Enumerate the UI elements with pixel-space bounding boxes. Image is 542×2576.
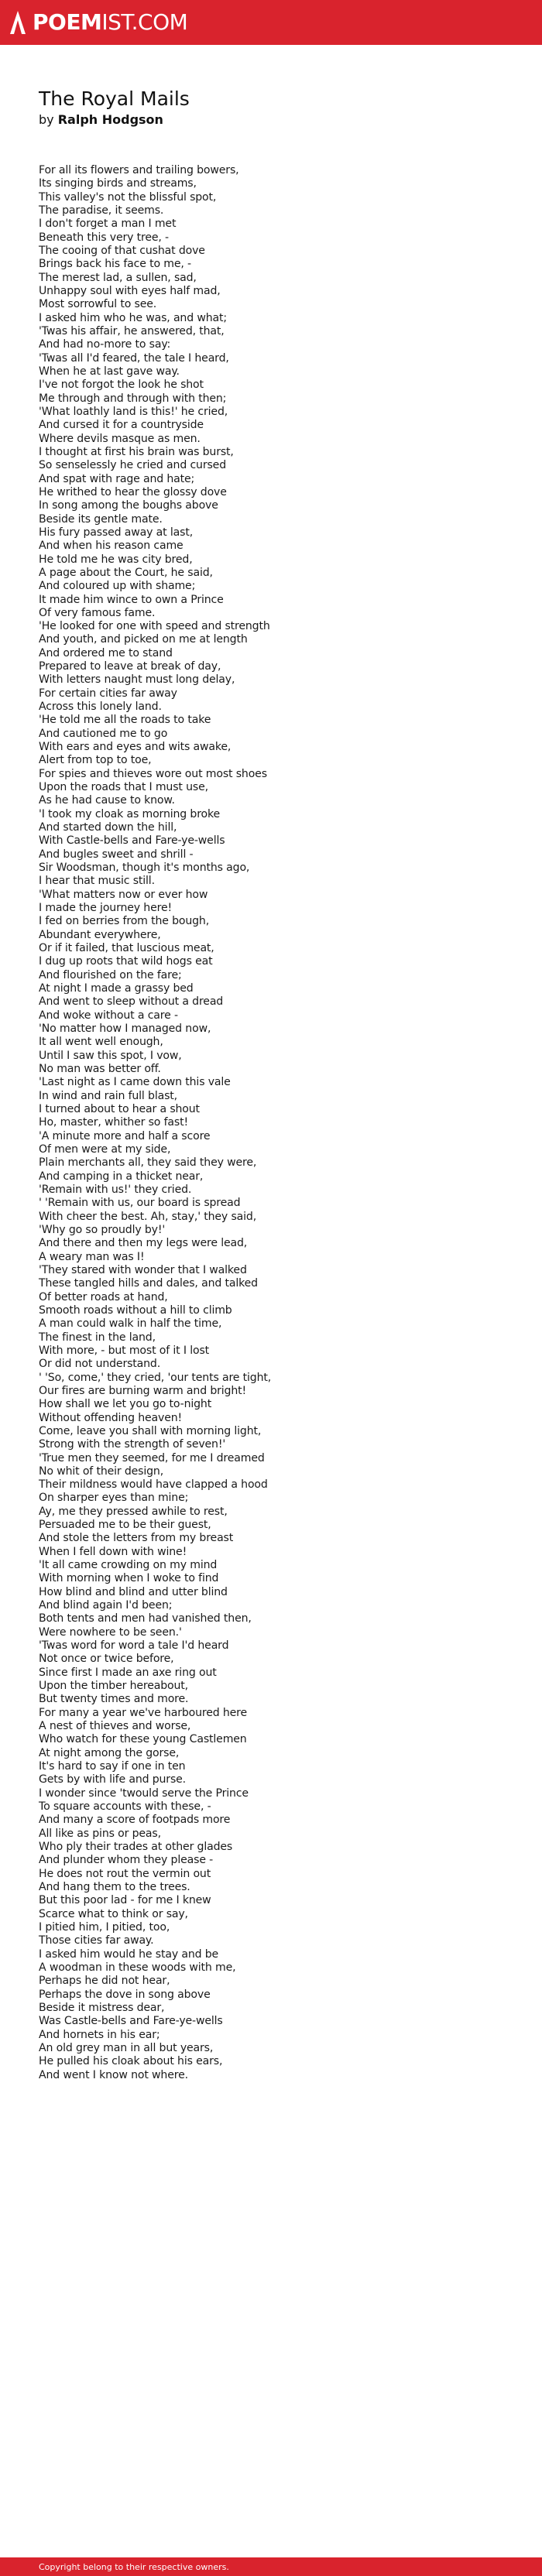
poem-line: No whit of their design, bbox=[39, 1464, 164, 1478]
poem-line: The merest lad, a sullen, sad, bbox=[39, 271, 197, 284]
site-header bbox=[0, 0, 542, 45]
poem-line: And ordered me to stand bbox=[39, 646, 173, 659]
author-name: Ralph Hodgson bbox=[57, 112, 163, 127]
poem-line: But this poor lad - for me I knew bbox=[39, 1894, 211, 1907]
poem-line: These tangled hills and dales, and talked bbox=[39, 1277, 258, 1290]
poem-line: A woodman in these woods with me, bbox=[39, 1961, 236, 1974]
poem-line: Beside its gentle mate. bbox=[39, 512, 163, 526]
poem-line: A page about the Court, he said, bbox=[39, 566, 213, 579]
poem-line: A man could walk in half the time, bbox=[39, 1317, 222, 1331]
poem-line: And many a score of footpads more bbox=[39, 1814, 231, 1827]
poem-line: I hear that music still. bbox=[39, 875, 155, 888]
poem-line: He pulled his cloak about his ears, bbox=[39, 2055, 223, 2068]
poem-line: As he had cause to know. bbox=[39, 794, 175, 807]
poem-line: For certain cities far away bbox=[39, 687, 177, 700]
poem-line: Of very famous fame. bbox=[39, 606, 156, 619]
poem-line: 'Twas his affair, he answered, that, bbox=[39, 324, 225, 337]
poem-line: Smooth roads without a hill to climb bbox=[39, 1303, 232, 1317]
poem-line: I thought at first his brain was burst, bbox=[39, 445, 234, 458]
poem-line: To square accounts with these, - bbox=[39, 1800, 211, 1814]
poem-line: And cursed it for a countryside bbox=[39, 419, 204, 432]
poem-line: Where devils masque as men. bbox=[39, 432, 201, 445]
poem-line: At night I made a grassy bed bbox=[39, 982, 194, 995]
poem-line: Not once or twice before, bbox=[39, 1653, 174, 1666]
poem-line: Abundant everywhere, bbox=[39, 928, 161, 941]
poem-line: 'Last night as I came down this vale bbox=[39, 1076, 231, 1089]
logo-bold-text: POEM bbox=[33, 9, 102, 35]
poem-line: He writhed to hear the glossy dove bbox=[39, 485, 227, 498]
poem-line: A nest of thieves and worse, bbox=[39, 1720, 191, 1733]
poem-line: An old grey man in all but years, bbox=[39, 2041, 214, 2054]
poem-line: Or if it failed, that luscious meat, bbox=[39, 942, 214, 955]
poem-line: How shall we let you go to-night bbox=[39, 1398, 212, 1411]
poem-line: For spies and thieves wore out most shoes bbox=[39, 767, 267, 780]
poem-line: Who watch for these young Castlemen bbox=[39, 1733, 247, 1746]
poem-line: And woke without a care - bbox=[39, 1009, 178, 1022]
logo-rest-text: IST.COM bbox=[101, 9, 188, 35]
poem-line: It all went well enough, bbox=[39, 1036, 163, 1049]
poem-body bbox=[39, 164, 503, 2082]
poem-line: And bugles sweet and shrill - bbox=[39, 848, 194, 861]
poem-line: I turned about to hear a shout bbox=[39, 1102, 200, 1115]
poem-line: This valley's not the blissful spot, bbox=[39, 190, 217, 204]
poem-line: Scarce what to think or say, bbox=[39, 1907, 188, 1920]
poem-line: Were nowhere to be seen.' bbox=[39, 1625, 182, 1639]
poem-line: Ay, me they pressed awhile to rest, bbox=[39, 1505, 228, 1518]
poem-line: Beside it mistress dear, bbox=[39, 2001, 165, 2014]
poem-line: With letters naught must long delay, bbox=[39, 673, 235, 687]
poem-line: And when his reason came bbox=[39, 540, 184, 553]
poem-line: No man was better off. bbox=[39, 1062, 161, 1075]
poem-line: And cautioned me to go bbox=[39, 727, 168, 740]
poem-byline bbox=[39, 111, 503, 128]
poem-line: Alert from top to toe, bbox=[39, 754, 152, 767]
poem-line: Of better roads at hand, bbox=[39, 1290, 168, 1303]
site-logo-link[interactable] bbox=[9, 0, 187, 45]
poem-line: And coloured up with shame; bbox=[39, 580, 196, 593]
poem-line: 'Why go so proudly by!' bbox=[39, 1223, 166, 1236]
poem-line: Upon the roads that I must use, bbox=[39, 781, 208, 794]
poem-line: And hornets in his ear; bbox=[39, 2028, 160, 2041]
poem-line: I asked him would he stay and be bbox=[39, 1947, 219, 1961]
poem-line: Come, leave you shall with morning light, bbox=[39, 1424, 262, 1437]
poem-line: When I fell down with wine! bbox=[39, 1545, 187, 1558]
poem-line: But twenty times and more. bbox=[39, 1693, 189, 1706]
poem-line: 'Remain with us!' they cried. bbox=[39, 1183, 192, 1196]
poem-line: A weary man was I! bbox=[39, 1250, 145, 1263]
poem-line: Strong with the strength of seven!' bbox=[39, 1438, 226, 1451]
poem-line: And hang them to the trees. bbox=[39, 1881, 190, 1893]
poem-line: 'What loathly land is this!' he cried, bbox=[39, 405, 228, 418]
poem-line: 'A minute more and half a score bbox=[39, 1129, 211, 1142]
poem-line: Their mildness would have clapped a hood bbox=[39, 1478, 268, 1492]
poem-line: Upon the timber hereabout, bbox=[39, 1680, 188, 1693]
poem-line: His fury passed away at last, bbox=[39, 526, 194, 539]
poem-line: Those cities far away. bbox=[39, 1934, 154, 1947]
poem-line: With morning when I woke to find bbox=[39, 1572, 219, 1585]
poem-line: He told me he was city bred, bbox=[39, 553, 193, 566]
poem-line: Both tents and men had vanished then, bbox=[39, 1612, 252, 1625]
copyright-text: Copyright belong to their respective owners. bbox=[39, 2561, 229, 2572]
poem-line: And went I know not where. bbox=[39, 2068, 188, 2081]
poem-line: ' 'Remain with us, our board is spread bbox=[39, 1197, 241, 1210]
poem-line: 'It all came crowding on my mind bbox=[39, 1559, 218, 1572]
poem-line: I pitied him, I pitied, too, bbox=[39, 1920, 170, 1934]
site-footer bbox=[0, 2557, 542, 2576]
poem-line: With Castle-bells and Fare-ye-wells bbox=[39, 834, 225, 848]
poem-line: At night among the gorse, bbox=[39, 1746, 180, 1759]
poem-line: And spat with rage and hate; bbox=[39, 472, 195, 485]
poem-content bbox=[39, 87, 503, 2082]
poem-line: And youth, and picked on me at length bbox=[39, 633, 248, 646]
poem-line: 'Twas word for word a tale I'd heard bbox=[39, 1639, 229, 1653]
poem-line: Across this lonely land. bbox=[39, 701, 162, 714]
poem-line: Most sorrowful to see. bbox=[39, 298, 157, 311]
poem-line: 'True men they seemed, for me I dreamed bbox=[39, 1451, 265, 1464]
poem-line: 'I took my cloak as morning broke bbox=[39, 807, 221, 820]
poem-line: And blind again I'd been; bbox=[39, 1599, 173, 1612]
poem-line: With more, - but most of it I lost bbox=[39, 1344, 210, 1357]
poem-line: Was Castle-bells and Fare-ye-wells bbox=[39, 2015, 223, 2028]
poem-line: It made him wince to own a Prince bbox=[39, 593, 224, 606]
poem-line: I wonder since 'twould serve the Prince bbox=[39, 1786, 249, 1800]
poem-line: Persuaded me to be their guest, bbox=[39, 1519, 211, 1532]
poem-line: 'He looked for one with speed and strength bbox=[39, 620, 270, 633]
poem-line: Its singing birds and streams, bbox=[39, 177, 197, 190]
poem-line: Since first I made an axe ring out bbox=[39, 1666, 217, 1679]
poem-line: Without offending heaven! bbox=[39, 1411, 183, 1424]
poem-line: 'No matter how I managed now, bbox=[39, 1023, 211, 1035]
poem-line: Perhaps the dove in song above bbox=[39, 1988, 211, 2001]
poem-line: Sir Woodsman, though it's months ago, bbox=[39, 862, 250, 875]
poem-title: The Royal Mails bbox=[39, 87, 190, 110]
poem-line: Our fires are burning warm and bright! bbox=[39, 1384, 246, 1397]
poem-line: He does not rout the vermin out bbox=[39, 1867, 211, 1880]
poem-line: 'What matters now or ever how bbox=[39, 888, 208, 901]
poem-line: And had no-more to say: bbox=[39, 338, 171, 351]
poem-line: With ears and eyes and wits awake, bbox=[39, 741, 232, 754]
poem-line: I don't forget a man I met bbox=[39, 218, 177, 231]
poem-line: For all its flowers and trailing bowers, bbox=[39, 164, 239, 176]
poem-line: Or did not understand. bbox=[39, 1358, 161, 1371]
site-logo-text bbox=[33, 0, 187, 45]
poem-line: Of men were at my side, bbox=[39, 1142, 171, 1156]
poem-line: With cheer the best. Ah, stay,' they said, bbox=[39, 1210, 257, 1223]
poem-line: Brings back his face to me, - bbox=[39, 258, 191, 271]
poem-line: Unhappy soul with eyes half mad, bbox=[39, 284, 221, 297]
poem-line: Prepared to leave at break of day, bbox=[39, 660, 221, 673]
poem-line: Plain merchants all, they said they were, bbox=[39, 1156, 257, 1170]
poem-line: Until I saw this spot, I vow, bbox=[39, 1049, 182, 1062]
poem-line: 'They stared with wonder that I walked bbox=[39, 1263, 247, 1276]
poem-line: And stole the letters from my breast bbox=[39, 1532, 234, 1545]
poem-line: Gets by with life and purse. bbox=[39, 1773, 186, 1786]
poem-line: I fed on berries from the bough, bbox=[39, 915, 210, 928]
poem-line: How blind and blind and utter blind bbox=[39, 1585, 228, 1598]
poem-line: It's hard to say if one in ten bbox=[39, 1760, 186, 1773]
byline-prefix: by bbox=[39, 112, 54, 127]
poem-line: And went to sleep without a dread bbox=[39, 995, 224, 1009]
poem-line: 'Twas all I'd feared, the tale I heard, bbox=[39, 351, 229, 365]
poem-line: On sharper eyes than mine; bbox=[39, 1492, 189, 1505]
poem-line: In wind and rain full blast, bbox=[39, 1089, 177, 1102]
poem-line: The finest in the land, bbox=[39, 1331, 156, 1344]
poem-line: Ho, master, whither so fast! bbox=[39, 1116, 188, 1129]
poem-line: So senselessly he cried and cursed bbox=[39, 459, 226, 472]
poem-line: In song among the boughs above bbox=[39, 499, 218, 512]
poem-line: Perhaps he did not hear, bbox=[39, 1975, 170, 1988]
poem-line: Beneath this very tree, - bbox=[39, 231, 169, 244]
poem-line: I've not forgot the look he shot bbox=[39, 379, 204, 392]
poem-line: And plunder whom they please - bbox=[39, 1854, 214, 1867]
poem-line: And flourished on the fare; bbox=[39, 968, 182, 981]
poem-line: The cooing of that cushat dove bbox=[39, 244, 205, 257]
poem-line: The paradise, it seems. bbox=[39, 204, 164, 217]
poem-line: Me through and through with then; bbox=[39, 392, 227, 405]
poem-line: Who ply their trades at other glades bbox=[39, 1841, 233, 1854]
poem-line: I asked him who he was, and what; bbox=[39, 311, 227, 324]
poem-line: I made the journey here! bbox=[39, 902, 172, 915]
poemist-logo-icon bbox=[9, 9, 26, 36]
poem-line: And camping in a thicket near, bbox=[39, 1170, 204, 1183]
poem-line: 'He told me all the roads to take bbox=[39, 714, 211, 727]
poem-line: ' 'So, come,' they cried, 'our tents are tight, bbox=[39, 1371, 272, 1384]
poem-line: All like as pins or peas, bbox=[39, 1827, 161, 1840]
poem-line: When he at last gave way. bbox=[39, 365, 180, 378]
poem-line: And there and then my legs were lead, bbox=[39, 1237, 248, 1250]
poem-line: And started down the hill, bbox=[39, 821, 177, 834]
poem-line: I dug up roots that wild hogs eat bbox=[39, 955, 213, 968]
poem-line: For many a year we've harboured here bbox=[39, 1706, 248, 1719]
